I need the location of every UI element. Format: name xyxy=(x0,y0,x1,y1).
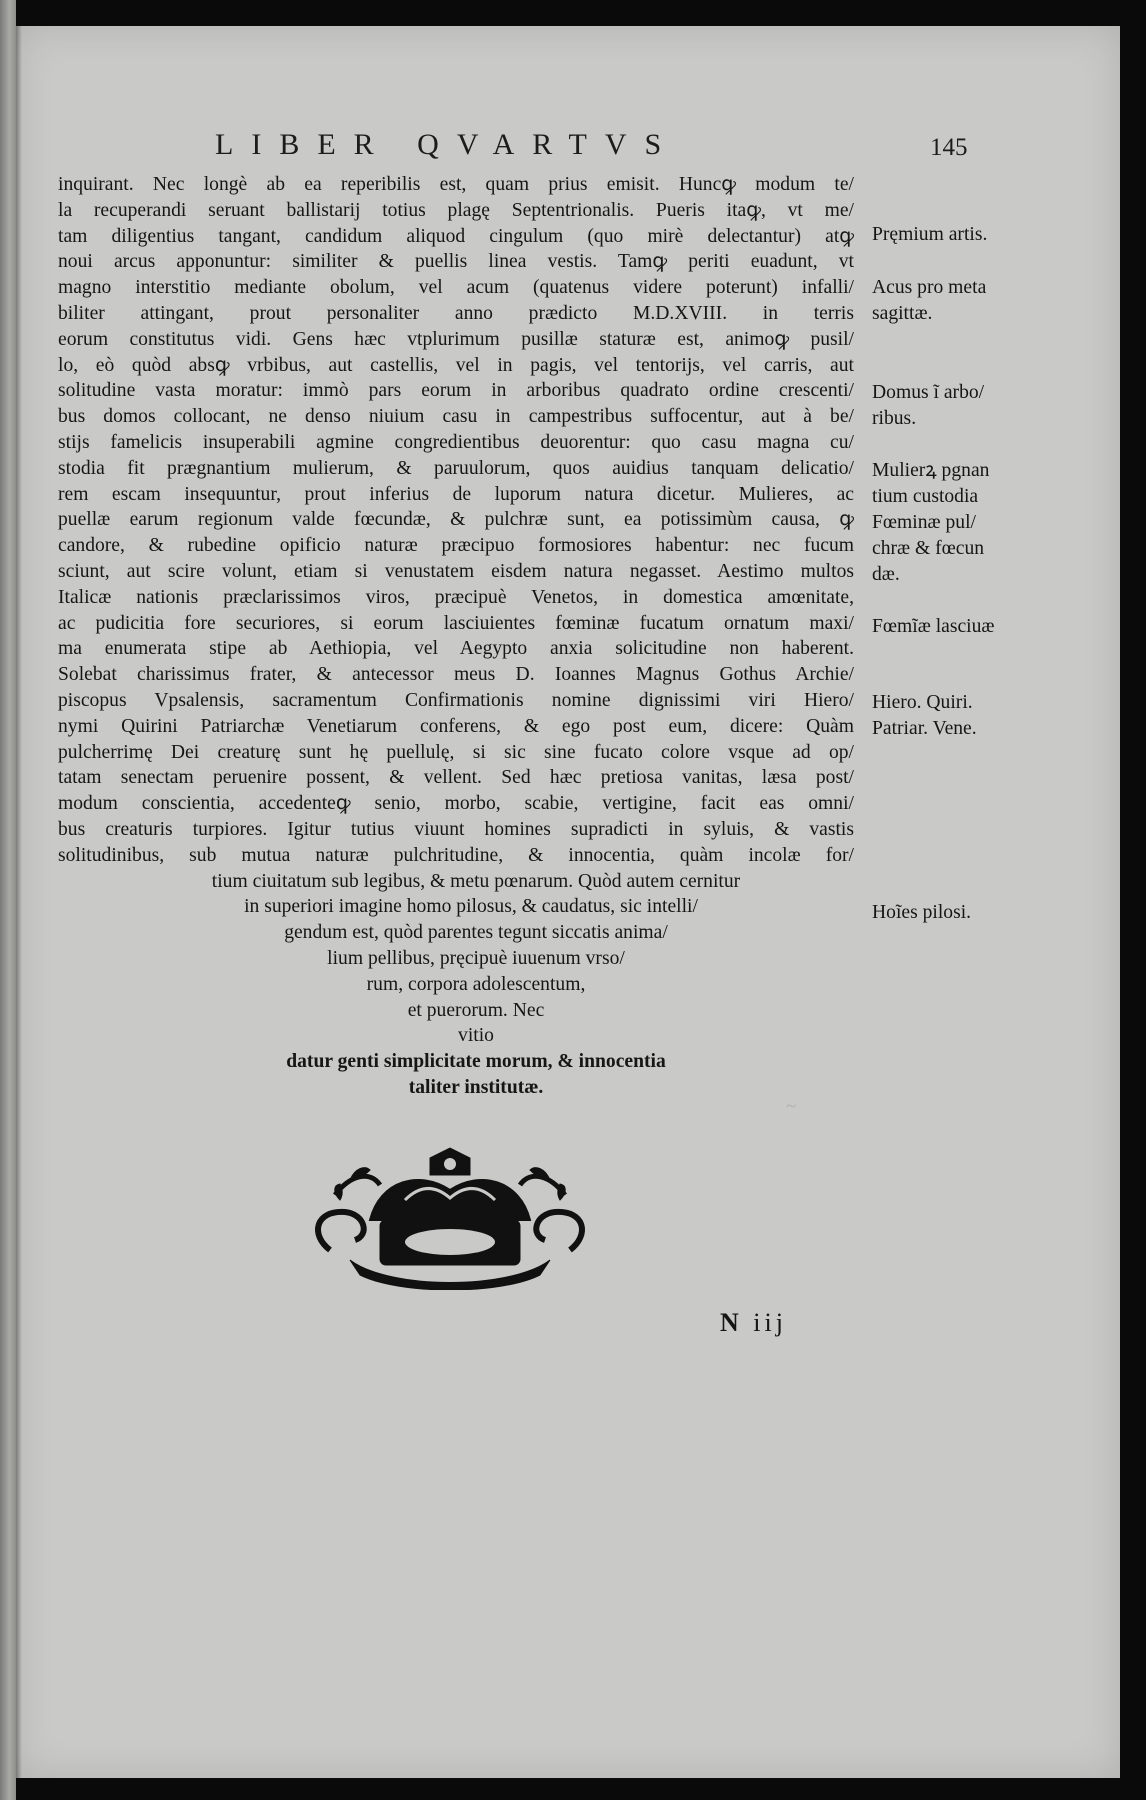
text-line: puellæ earum regionum valde fœcundæ, & pulchræ sunt, ea potissimùm causa, ꝙ xyxy=(58,509,854,531)
margin-note: Patriar. Vene. xyxy=(872,718,977,739)
text-line: solitudinibus, sub mutua naturæ pulchritudine, & innocentia, quàm incolæ for/ xyxy=(58,844,854,866)
text-line: inquirant. Nec longè ab ea reperibilis est, quam prius emisit. Huncꝙ modum te/ xyxy=(58,174,854,195)
margin-note: Hoĩes pilosi. xyxy=(872,902,972,923)
running-title: LIBER QVARTVS xyxy=(215,128,680,161)
margin-note: Hiero. Quiri. xyxy=(872,692,973,713)
text-line: taliter institutæ. xyxy=(408,1076,544,1098)
text-line: gendum est, quòd parentes tegunt siccatis anima/ xyxy=(284,922,668,944)
text-line: ma enumerata stipe ab Aethiopia, vel Aegypto anxia solicitudine non haberent. xyxy=(58,638,854,660)
text-line: biliter attingant, prout personaliter anno prædicto M.D.XVIII. in terris xyxy=(58,302,854,324)
text-line: eorum constitutus vidi. Gens hæc vtplurimum pusillæ staturæ est, animoꝙ pusil/ xyxy=(58,328,854,350)
text-line: rum, corpora adolescentum, xyxy=(366,973,586,995)
margin-note: chræ & fœcun xyxy=(872,538,985,559)
text-line: et puerorum. Nec xyxy=(407,999,545,1021)
text-line: nymi Quirini Patriarchæ Venetiarum conferens, & ego post eum, dicere: Quàm xyxy=(58,715,854,737)
text-line: pulcherrimę Dei creaturę sunt hę puellulę, si sic sine fucato colore vsque ad op/ xyxy=(58,741,854,763)
signature-mark xyxy=(720,1308,787,1338)
text-line: lium pellibus, pręcipuè iuuenum vrso/ xyxy=(327,947,625,969)
text-line: Italicæ nationis præclarissimos viros, præcipuè Venetos, in domestica amœnitate, xyxy=(58,586,854,608)
body-text xyxy=(58,172,854,1101)
text-line: bus creaturis turpiores. Igitur tutius viuunt homines supradicti in syluis, & vastis xyxy=(58,818,854,840)
text-line: la recuperandi seruant ballistarij totius plagę Septentrionalis. Pueris itaꝙ, vt me/ xyxy=(58,199,854,221)
text-line: tam diligentius tangant, candidum aliquod cingulum (quo mirè delectantur) atꝙ xyxy=(58,225,854,247)
text-line: vitio xyxy=(458,1025,494,1047)
text-line: Solebat charissimus frater, & antecessor meus D. Ioannes Magnus Gothus Archie/ xyxy=(58,664,854,686)
text-line: tatam senectam peruenire possent, & vellent. Sed hæc pretiosa vanitas, læsa post/ xyxy=(58,767,854,789)
text-line: ac pudicitia fore securiores, si eorum lasciuientes fœminæ fucatum ornatum maxi/ xyxy=(58,612,854,634)
text-line: stodia fit prægnantium mulierum, & paruulorum, quos auidius tanquam delicatio/ xyxy=(58,457,854,479)
margin-note: ribus. xyxy=(872,408,917,429)
signature-letter: N xyxy=(720,1308,743,1337)
margin-note: sagittæ. xyxy=(872,303,933,324)
text-line: candore, & rubedine opificio naturæ præcipuo formosiores habentur: nec fucum xyxy=(58,535,854,557)
text-line: solitudine vasta moratur: immò pars eorum in arboribus quadrato ordine crescenti/ xyxy=(58,380,854,402)
margin-note: tium custodia xyxy=(872,486,979,507)
text-line: tium ciuitatum sub legibus, & metu pœnarum. Quòd autem cernitur xyxy=(211,870,741,892)
text-line: noui arcus apponuntur: similiter & puellis linea vestis. Tamꝙ periti euadunt, vt xyxy=(58,251,854,273)
margin-note: Mulierꝝ pgnan xyxy=(872,460,990,481)
margin-note: dæ. xyxy=(872,564,900,585)
text-line: rem escam insequuntur, prout inferius de luporum natura dicetur. Mulieres, ac xyxy=(58,483,854,505)
text-line: in superiori imagine homo pilosus, & caudatus, sic intelli/ xyxy=(244,896,698,918)
text-line: modum conscientia, accedenteꝙ senio, morbo, scabie, vertigine, facit eas omni/ xyxy=(58,793,854,815)
binding-shadow xyxy=(16,26,22,1778)
show-through-text: ~ xyxy=(786,1096,797,1117)
text-line: sciunt, aut scire volunt, etiam si venustatem eisdem natura negasset. Aestimo multos xyxy=(58,560,854,582)
margin-note: Pręmium artis. xyxy=(872,224,988,245)
margin-note: Acus pro meta xyxy=(872,277,987,298)
margin-note: Fœmĩæ lasciuæ xyxy=(872,616,995,637)
text-line: piscopus Vpsalensis, sacramentum Confirmationis nomine dignissimi viri Hiero/ xyxy=(58,689,854,711)
text-line: magno interstitio mediante obolum, vel acum (quatenus videre poterunt) infalli/ xyxy=(58,277,854,299)
signature-numeral: iij xyxy=(753,1308,787,1337)
text-line: bus domos collocant, ne denso niuium casu in campestribus suffocentur, aut à be/ xyxy=(58,406,854,428)
margin-note: Fœminæ pul/ xyxy=(872,512,976,533)
text-line: stijs famelicis insuperabili agmine congredientibus deuorentur: quo casu magna cu/ xyxy=(58,431,854,453)
previous-page-edge xyxy=(0,0,16,1800)
page-number: 145 xyxy=(930,134,968,161)
text-line: lo, eò quòd absꝙ vrbibus, aut castellis, vel in pagis, vel tentorijs, vel carris, aut xyxy=(58,354,854,376)
margin-note: Domus ĩ arbo/ xyxy=(872,382,985,403)
text-line: datur genti simplicitate morum, & innocentia xyxy=(286,1051,666,1073)
ornament-woodcut xyxy=(310,1140,590,1290)
